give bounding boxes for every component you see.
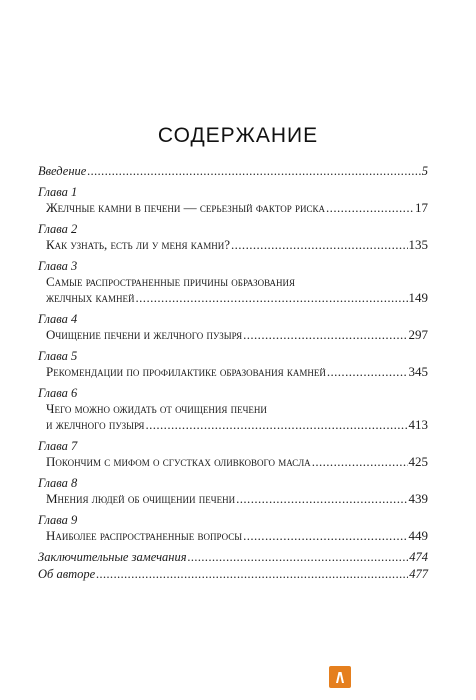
toc-page-number: 17 — [415, 200, 428, 215]
toc-chapter-1 — [38, 184, 428, 216]
dot-leader — [87, 163, 420, 179]
toc-page-number: 5 — [421, 164, 428, 178]
toc-chapter-5 — [38, 348, 428, 380]
toc-chapter-6 — [38, 385, 428, 433]
toc-page-number: 345 — [408, 364, 428, 379]
page-title: СОДЕРЖАНИЕ — [157, 124, 319, 147]
chapter-title-block — [38, 528, 428, 544]
chapter-title-entry — [46, 327, 428, 343]
dot-leader — [243, 528, 407, 544]
chapter-title-block — [38, 200, 428, 216]
toc-page-number: 413 — [408, 417, 428, 432]
chapter-title-entry — [46, 237, 428, 253]
chapter-number: Глава 5 — [38, 349, 78, 363]
chapter-title-block — [38, 274, 428, 306]
chapter-title-entry — [46, 290, 428, 306]
toc-page-number: 425 — [408, 454, 428, 469]
chapter-title-block — [38, 401, 428, 433]
dot-leader — [231, 237, 408, 253]
chapter-title-entry — [46, 454, 428, 470]
toc-entry-about — [38, 566, 428, 582]
toc-entry-label: Введение — [38, 164, 87, 178]
chapter-title: Желчные камни в печени — серьезный фактор риска — [46, 200, 326, 215]
chapter-title: Рекомендации по профилактике образования камней — [46, 364, 326, 379]
chapter-number: Глава 4 — [38, 312, 78, 326]
chapter-title-line: Самые распространенные причины образования — [46, 274, 296, 289]
chapter-title-entry — [46, 491, 428, 507]
dot-leader — [312, 454, 408, 470]
toc-entry-conclusion — [38, 549, 428, 565]
chapter-number: Глава 3 — [38, 259, 78, 273]
chapter-title-block — [38, 454, 428, 470]
dot-leader — [136, 290, 408, 306]
toc-entry-intro — [38, 163, 428, 179]
toc-page-number: 439 — [408, 491, 428, 506]
dot-leader — [327, 364, 408, 380]
chapter-title: желчных камней — [46, 290, 135, 305]
chapter-title: и желчного пузыря — [46, 417, 145, 432]
chapter-number: Глава 9 — [38, 513, 78, 527]
dot-leader — [326, 200, 414, 216]
chapter-title-entry — [46, 200, 428, 216]
chapter-title-block — [38, 327, 428, 343]
toc-chapter-2 — [38, 221, 428, 253]
dot-leader — [236, 491, 407, 507]
chapter-number: Глава 8 — [38, 476, 78, 490]
toc-chapter-3 — [38, 258, 428, 306]
toc-page-number: 449 — [408, 528, 428, 543]
chapter-title-block — [38, 364, 428, 380]
toc-page-number: 135 — [408, 237, 428, 252]
toc-page-number: 149 — [408, 290, 428, 305]
toc-page-number: 474 — [409, 550, 428, 564]
chapter-title-entry — [46, 528, 428, 544]
chapter-title-block — [38, 237, 428, 253]
chapter-title-line: Чего можно ожидать от очищения печени — [46, 401, 267, 416]
chapter-title: Как узнать, есть ли у меня камни? — [46, 237, 230, 252]
dot-leader — [145, 417, 407, 433]
chapter-number: Глава 2 — [38, 222, 78, 236]
toc-chapter-7 — [38, 438, 428, 470]
toc-page-number: 297 — [408, 327, 428, 342]
dot-leader — [243, 327, 407, 343]
dot-leader — [96, 566, 408, 582]
toc-entry-label: Об авторе — [38, 567, 96, 581]
chapter-title: Наиболее распространенные вопросы — [46, 528, 243, 543]
chapter-title-entry — [46, 364, 428, 380]
chapter-title: Очищение печени и желчного пузыря — [46, 327, 243, 342]
dot-leader — [188, 549, 409, 565]
chapter-number: Глава 7 — [38, 439, 78, 453]
toc-chapter-8 — [38, 475, 428, 507]
toc-chapter-9 — [38, 512, 428, 544]
chapter-title-entry — [46, 417, 428, 433]
chapter-number: Глава 1 — [38, 185, 78, 199]
chapter-title: Покончим с мифом о сгустках оливкового масла — [46, 454, 311, 469]
chapter-list — [38, 184, 428, 544]
chapter-title-block — [38, 491, 428, 507]
chapter-number: Глава 6 — [38, 386, 78, 400]
toc-chapter-4 — [38, 311, 428, 343]
toc-page-number: 477 — [409, 567, 428, 581]
publisher-logo-glyph — [329, 666, 351, 688]
toc-entry-label: Заключительные замечания — [38, 550, 187, 564]
table-of-contents — [38, 163, 428, 583]
chapter-title: Мнения людей об очищении печени — [46, 491, 236, 506]
publisher-logo-icon — [329, 666, 351, 688]
